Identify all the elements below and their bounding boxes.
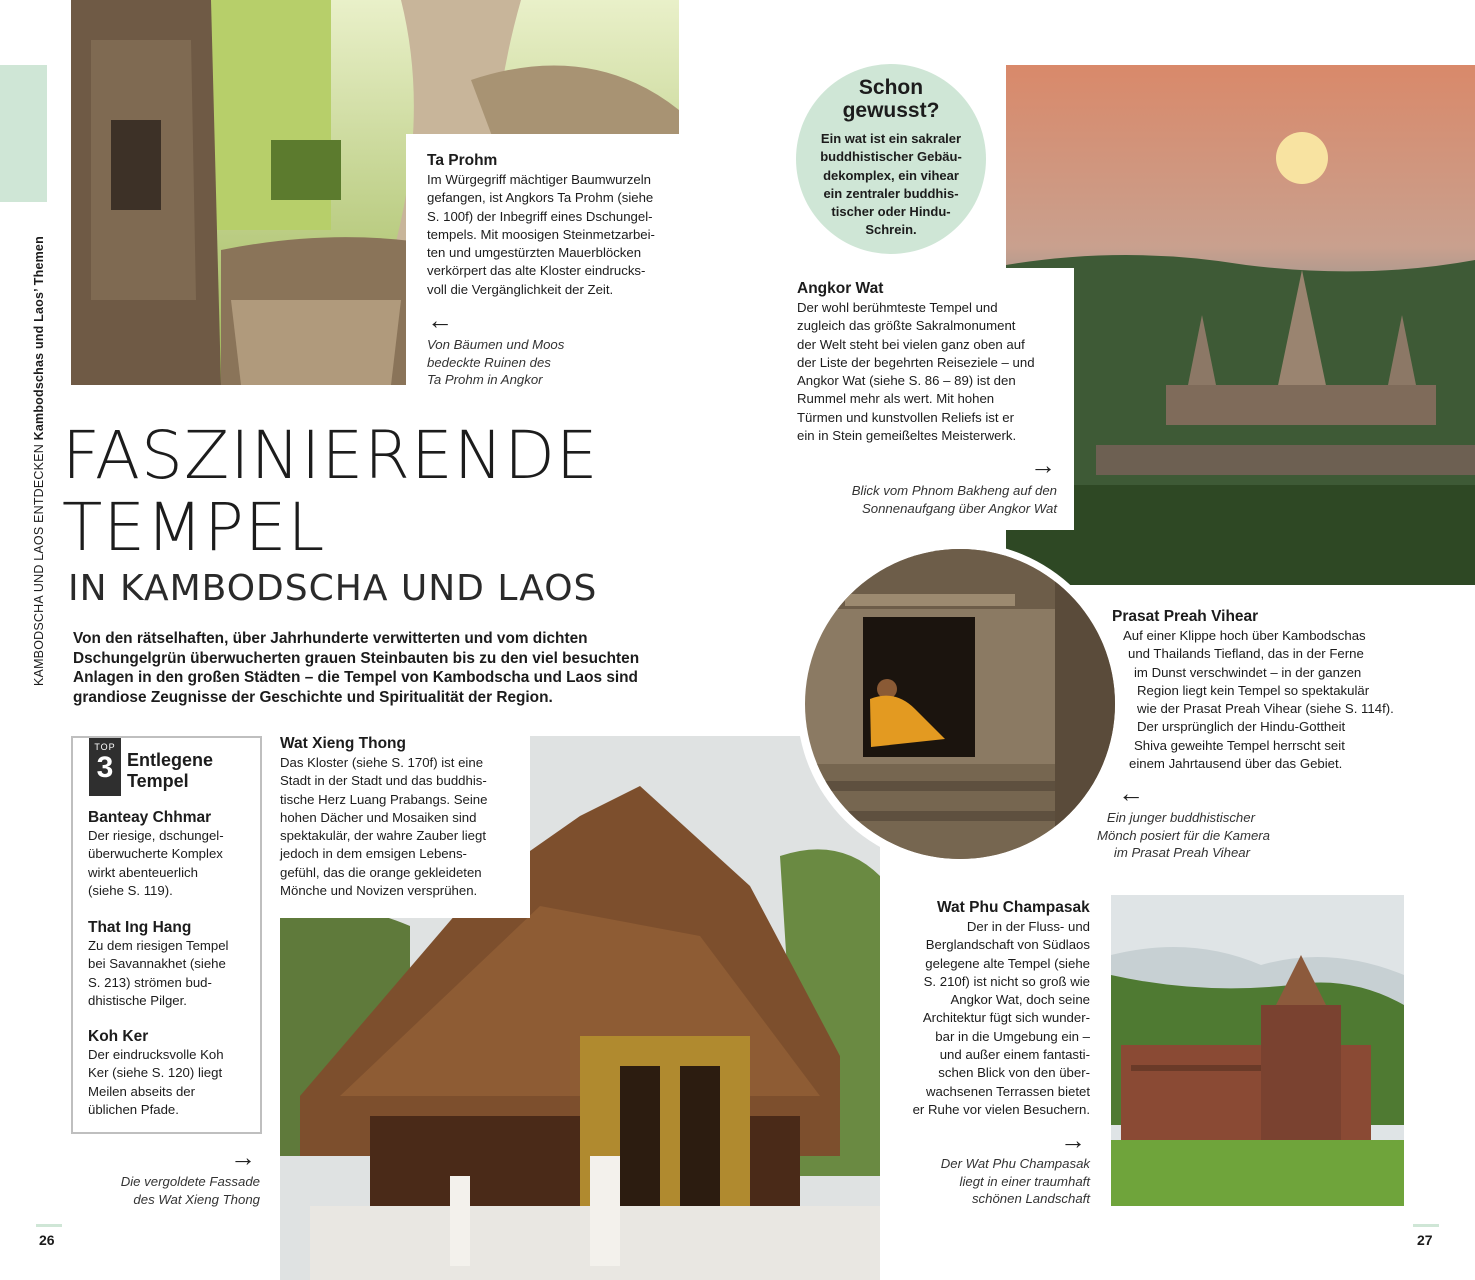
text-line: wachsenen Terrassen bietet — [926, 1083, 1090, 1099]
text-line: wie der Prasat Preah Vihear (siehe S. 114f). — [1137, 701, 1394, 717]
text-line: zugleich das größte Sakralmonument — [797, 318, 1016, 334]
angkor-wat-photo — [1006, 65, 1475, 585]
text-line: ein in Stein gemeißeltes Meisterwerk. — [797, 428, 1017, 444]
text-line: S. 213) strömen bud- — [88, 974, 212, 990]
text-line: der Welt steht bei vielen ganz oben auf — [797, 336, 1025, 352]
caption-line: Ein junger buddhistischer — [1106, 810, 1255, 825]
page-number-bar-left — [36, 1224, 62, 1227]
top3-item — [88, 1027, 256, 1119]
wat-phu-photo — [1111, 895, 1404, 1206]
caption-line: Blick vom Phnom Bakheng auf den — [851, 483, 1057, 498]
caption-line: im Prasat Preah Vihear — [1113, 845, 1250, 860]
text-line: S. 100f) der Inbegriff eines Dschungel- — [427, 208, 653, 224]
text-line: Region liegt kein Tempel so spektakulär — [1137, 682, 1370, 698]
text-line: Angkor Wat, doch seine — [950, 992, 1090, 1008]
top3-title-line: Entlegene — [127, 750, 214, 770]
text-line: Im Würgegriff mächtiger Baumwurzeln — [427, 172, 652, 187]
xieng-thong-caption — [80, 1173, 260, 1208]
top3-item — [88, 808, 256, 900]
side-label-bold: Kambodschas und Laos’ Themen — [32, 236, 46, 441]
text-line: Angkor Wat (siehe S. 86 – 89) ist den — [797, 373, 1016, 389]
wat-phu-heading: Wat Phu Champasak — [937, 899, 1090, 916]
caption-line: Der Wat Phu Champasak — [940, 1156, 1090, 1171]
angkor-wat-arrow: → — [1030, 450, 1056, 480]
text-line: Architektur fügt sich wunder- — [922, 1010, 1090, 1026]
intro-paragraph — [73, 629, 693, 707]
page-title — [62, 417, 599, 566]
text-line — [427, 189, 687, 207]
ta-prohm-text — [427, 171, 687, 299]
text-line: im Dunst verschwindet – in der ganzen — [1134, 664, 1362, 680]
title-line: Schon — [858, 76, 924, 99]
text-span: gefangen, ist Angkors Ta Prohm (siehe — [427, 190, 654, 206]
text-line: und außer einem fantasti- — [939, 1047, 1090, 1063]
text-line: jedoch in dem emsigen Lebens- — [280, 846, 467, 862]
preah-vihear-text — [1118, 627, 1418, 773]
caption-line: des Wat Xieng Thong — [133, 1191, 260, 1207]
text-line: ein zentraler buddhis- — [823, 185, 959, 201]
text-line: buddhistischer Gebäu- — [820, 149, 962, 165]
caption-line: schönen Landschaft — [971, 1191, 1090, 1206]
top3-badge-small: TOP — [94, 742, 116, 752]
text-line: gefühl, das die orange gekleideten — [280, 864, 482, 880]
preah-vihear-caption — [1040, 809, 1270, 862]
top3-title — [127, 750, 213, 792]
top3-title-line: Tempel — [127, 771, 189, 791]
text-line: bar in die Umgebung ein – — [935, 1028, 1090, 1044]
text-line: dhistische Pilger. — [88, 992, 187, 1008]
schon-gewusst-text — [796, 130, 986, 240]
xieng-thong-heading: Wat Xieng Thong — [280, 735, 406, 752]
angkor-wat-caption — [800, 482, 1057, 517]
angkor-wat-heading: Angkor Wat — [797, 280, 884, 297]
text-line: ten und umgestürzten Mauerblöcken — [427, 245, 642, 261]
text-line: der Liste der begehrten Reiseziele – und — [797, 354, 1035, 370]
top3-item-name: Banteay Chhmar — [88, 809, 212, 826]
caption-line: liegt in einer traumhaft — [959, 1173, 1090, 1189]
page-number-right: 27 — [1417, 1232, 1433, 1248]
text-line: Mönche und Novizen versprühen. — [280, 883, 478, 899]
caption-line: Ta Prohm in Angkor — [427, 372, 543, 387]
wat-phu-arrow: → — [1060, 1125, 1086, 1155]
text-line: tischer oder Hindu- — [831, 204, 951, 220]
side-label-light: KAMBODSCHA UND LAOS ENTDECKEN — [32, 444, 46, 686]
section-accent-bar — [0, 65, 47, 202]
text-line: überwucherte Komplex — [88, 846, 223, 862]
preah-vihear-heading: Prasat Preah Vihear — [1112, 608, 1259, 625]
intro-line: Anlagen in den großen Städten – die Tempel von Kambodscha und Laos sind — [73, 669, 638, 686]
text-line: Schrein. — [865, 222, 917, 238]
top3-box — [71, 736, 262, 1134]
top3-item-name: Koh Ker — [88, 1028, 149, 1045]
text-line: (siehe S. 119). — [88, 882, 173, 898]
text-line: Stadt in der Stadt und das buddhis- — [280, 773, 487, 789]
text-line: Der in der Fluss- und — [966, 919, 1090, 934]
text-line: verkörpert das alte Kloster eindrucks- — [427, 263, 646, 279]
wat-phu-text — [880, 918, 1090, 1119]
schon-gewusst-title — [796, 64, 986, 122]
intro-line: Von den rätselhaften, über Jahrhunderte verwitterten und vom dichten — [73, 630, 588, 647]
text-line: Rummel mehr als wert. Mit hohen — [797, 391, 995, 407]
text-line: spektakulär, der wahre Zauber liegt — [280, 828, 486, 844]
top3-badge — [89, 738, 121, 796]
text-line: Ker (siehe S. 120) liegt — [88, 1065, 223, 1081]
text-line: Meilen abseits der — [88, 1083, 196, 1099]
page-subtitle: IN KAMBODSCHA UND LAOS — [68, 568, 598, 609]
ta-prohm-arrow: ← — [427, 305, 453, 335]
text-line: Ein wat ist ein sakraler — [820, 131, 962, 146]
text-line: Der eindrucksvolle Koh — [88, 1047, 224, 1062]
text-line: S. 210f) ist nicht so groß wie — [923, 973, 1090, 989]
caption-line: Von Bäumen und Moos — [427, 337, 565, 352]
text-line: Auf einer Klippe hoch über Kambodschas — [1123, 628, 1366, 643]
text-line: tische Herz Luang Prabangs. Seine — [280, 791, 488, 807]
preah-vihear-arrow: ← — [1118, 778, 1144, 808]
page-number-bar-right — [1413, 1224, 1439, 1227]
text-line: Zu dem riesigen Tempel — [88, 938, 229, 953]
title-line: gewusst? — [842, 99, 940, 122]
text-line: Berglandschaft von Südlaos — [925, 937, 1090, 953]
text-line: wirkt abenteuerlich — [88, 864, 198, 880]
text-line: und Thailands Tiefland, das in der Ferne — [1128, 646, 1364, 662]
text-line: Der ursprünglich der Hindu-Gottheit — [1137, 719, 1346, 735]
title-line-1: FASZINIERENDE — [62, 417, 599, 494]
text-line: tempels. Mit moosigen Steinmetzarbei- — [427, 226, 655, 242]
intro-line: grandiose Zeugnisse der Geschichte und Spiritualität der Region. — [73, 688, 553, 706]
text-line: Der riesige, dschungel- — [88, 828, 224, 843]
ta-prohm-heading: Ta Prohm — [427, 152, 498, 169]
ta-prohm-caption — [427, 336, 627, 389]
text-line: hohen Dächer und Mosaiken sind — [280, 809, 477, 825]
text-line: schen Blick von den über- — [938, 1065, 1090, 1081]
intro-line: Dschungelgrün überwucherten grauen Steinbauten bis zu den viel besuchten — [73, 649, 640, 667]
text-line: Shiva geweihte Tempel herrscht seit — [1134, 737, 1345, 753]
text-line: Der wohl berühmteste Tempel und — [797, 300, 998, 315]
caption-line: Mönch posiert für die Kamera — [1097, 827, 1270, 843]
text-line: üblichen Pfade. — [88, 1101, 179, 1117]
text-line: er Ruhe vor vielen Besuchern. — [912, 1101, 1090, 1117]
side-label — [32, 206, 52, 686]
text-line: voll die Vergänglichkeit der Zeit. — [427, 281, 614, 297]
text-line: bei Savannakhet (siehe — [88, 956, 226, 972]
xieng-thong-arrow: → — [230, 1142, 256, 1172]
page-number-left: 26 — [39, 1232, 55, 1248]
text-line: gelegene alte Tempel (siehe — [925, 955, 1090, 971]
text-line: dekomplex, ein vihear — [823, 167, 959, 183]
caption-line: Die vergoldete Fassade — [120, 1174, 260, 1189]
angkor-wat-text — [797, 299, 1069, 445]
top3-item-name: That Ing Hang — [88, 919, 192, 936]
top3-badge-number: 3 — [96, 751, 114, 784]
top3-item — [88, 918, 256, 1010]
wat-phu-caption — [880, 1155, 1090, 1208]
text-line: Das Kloster (siehe S. 170f) ist eine — [280, 755, 484, 770]
text-line: Türmen und kunstvollen Reliefs ist er — [797, 409, 1014, 425]
title-line-2: TEMPEL — [62, 489, 326, 566]
xieng-thong-text — [280, 754, 525, 900]
text-line: einem Jahrtausend über das Gebiet. — [1129, 756, 1343, 772]
schon-gewusst-circle — [796, 64, 986, 254]
caption-line: Sonnenaufgang über Angkor Wat — [861, 500, 1057, 516]
caption-line: bedeckte Ruinen des — [427, 354, 551, 370]
